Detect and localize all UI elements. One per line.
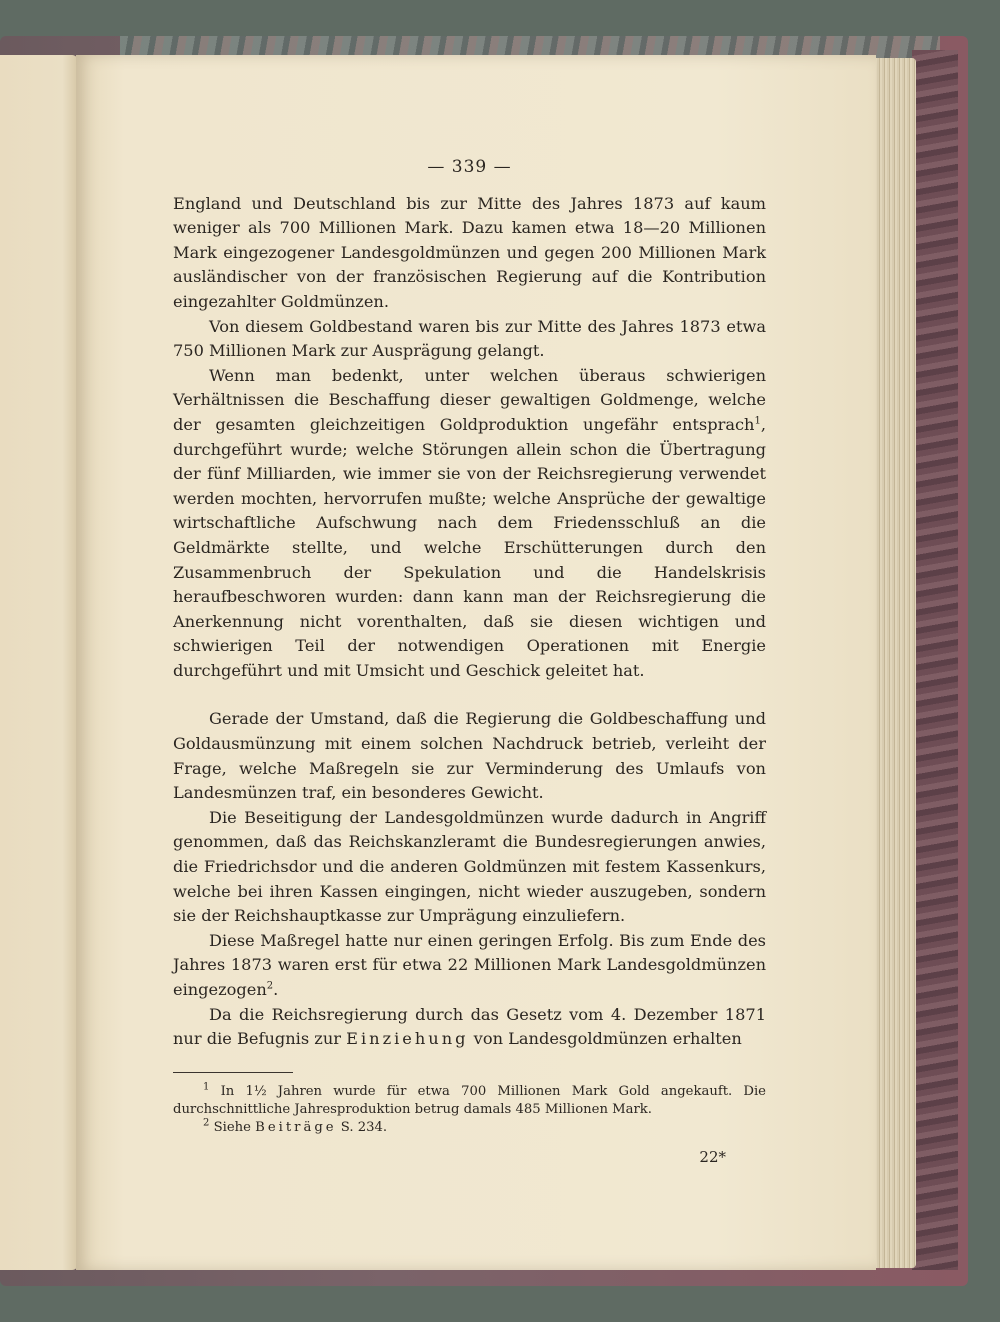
left-page (0, 55, 78, 1270)
footnote-2 (173, 1119, 766, 1137)
page-number: — 339 — (427, 157, 512, 177)
footnote-mark-1: 1 (203, 1081, 210, 1093)
paragraph-3 (173, 364, 766, 684)
paragraph-2: Von diesem Goldbestand waren bis zur Mitte des Jahres 1873 etwa 750 Millionen Mark zur Ausprägung gelangt. (173, 316, 766, 361)
footnote-mark-2: 2 (203, 1117, 210, 1129)
emphasized-word: Einziehung (346, 1029, 469, 1049)
paragraph-7-part-2: von Landesgoldmünzen erhalten (473, 1029, 742, 1049)
paragraph-1: England und Deutschland bis zur Mitte des Jahres 1873 auf kaum weniger als 700 Millionen Mark. Dazu kamen etwa 18—20 Millionen Mark eingezogener Landesgoldmünzen und gegen 200 Millionen Mark ausländischer von der französischen Regierung auf die Kontribution eingezahlter Goldmünzen. (173, 193, 766, 311)
footnote-2-title: Beiträge (255, 1119, 337, 1135)
page-edges (872, 58, 916, 1268)
sheet-signature: 22* (699, 1147, 726, 1166)
footnote-1 (173, 1083, 766, 1119)
paragraph-3-part-2: , durchgeführt wurde; welche Störungen allein schon die Übertragung der fünf Milliarden, wie immer sie von der Reichsregierung verwendet werden mochten, hervorrufen mußte; welche Ansprüche der gewaltige wirtschaftliche Aufschwung nach dem Friedensschluß an die Geldmärkte stellte, und welche Erschütterungen durch den Zusammenbruch der Spekulation und die Handelskrisis heraufbeschworen wurden: dann kann man der Reichsregierung die Anerkennung nicht vorenthalten, daß sie diesen wichtigen und schwierigen Teil der notwendigen Operationen mit Energie durchgeführt und mit Umsicht und Geschick geleitet hat. (173, 414, 766, 680)
book-page (76, 55, 876, 1270)
footnote-ref-1: 1 (754, 415, 761, 427)
paragraph-6 (173, 929, 766, 1003)
footnote-ref-2: 2 (266, 980, 274, 992)
footnote-1-text: In 1½ Jahren wurde für etwa 700 Millionen Mark Gold angekauft. Die durchschnittliche Jahresproduktion betrug damals 485 Millionen Mark. (173, 1083, 766, 1117)
footnote-rule (173, 1072, 293, 1073)
paragraph-6-part-2: . (273, 980, 279, 999)
page-text (173, 155, 766, 1169)
footnote-2-text-2: S. 234. (340, 1119, 388, 1135)
paragraph-4: Gerade der Umstand, daß die Regierung die Goldbeschaffung und Goldausmünzung mit einem solchen Nachdruck betrieb, verleiht der Frage, welche Maßregeln sie zur Verminderung des Umlaufs von Landesmünzen traf, ein besonderes Gewicht. (173, 709, 766, 803)
footnote-2-text-1: Siehe (213, 1119, 251, 1135)
paragraph-3-part-1: Wenn man bedenkt, unter welchen überaus schwierigen Verhältnissen die Beschaffung dieser gewaltigen Goldmenge, welche der gesamten gleichzeitigen Goldproduktion ungefähr entsprach (173, 365, 766, 434)
paragraph-6-part-1: Diese Maßregel hatte nur einen geringen Erfolg. Bis zum Ende des Jahres 1873 waren erst für etwa 22 Millionen Mark Landesgoldmünzen eingezogen (173, 930, 766, 999)
section-gap (173, 683, 766, 707)
paragraph-7 (173, 1003, 766, 1052)
paragraph-5: Die Beseitigung der Landesgoldmünzen wurde dadurch in Angriff genommen, daß das Reichskanzleramt die Bundesregierungen anwies, die Friedrichsdor und die anderen Goldmünzen mit festem Kassenkurs, welche bei ihren Kassen eingingen, nicht wieder auszugeben, sondern sie der Reichshauptkasse zur Umprägung einzuliefern. (173, 807, 766, 926)
cover-spine-edge (912, 50, 958, 1270)
paragraph-7-part-1: Da die Reichsregierung durch das Gesetz vom 4. Dezember 1871 nur die Befugnis zur (173, 1004, 766, 1049)
